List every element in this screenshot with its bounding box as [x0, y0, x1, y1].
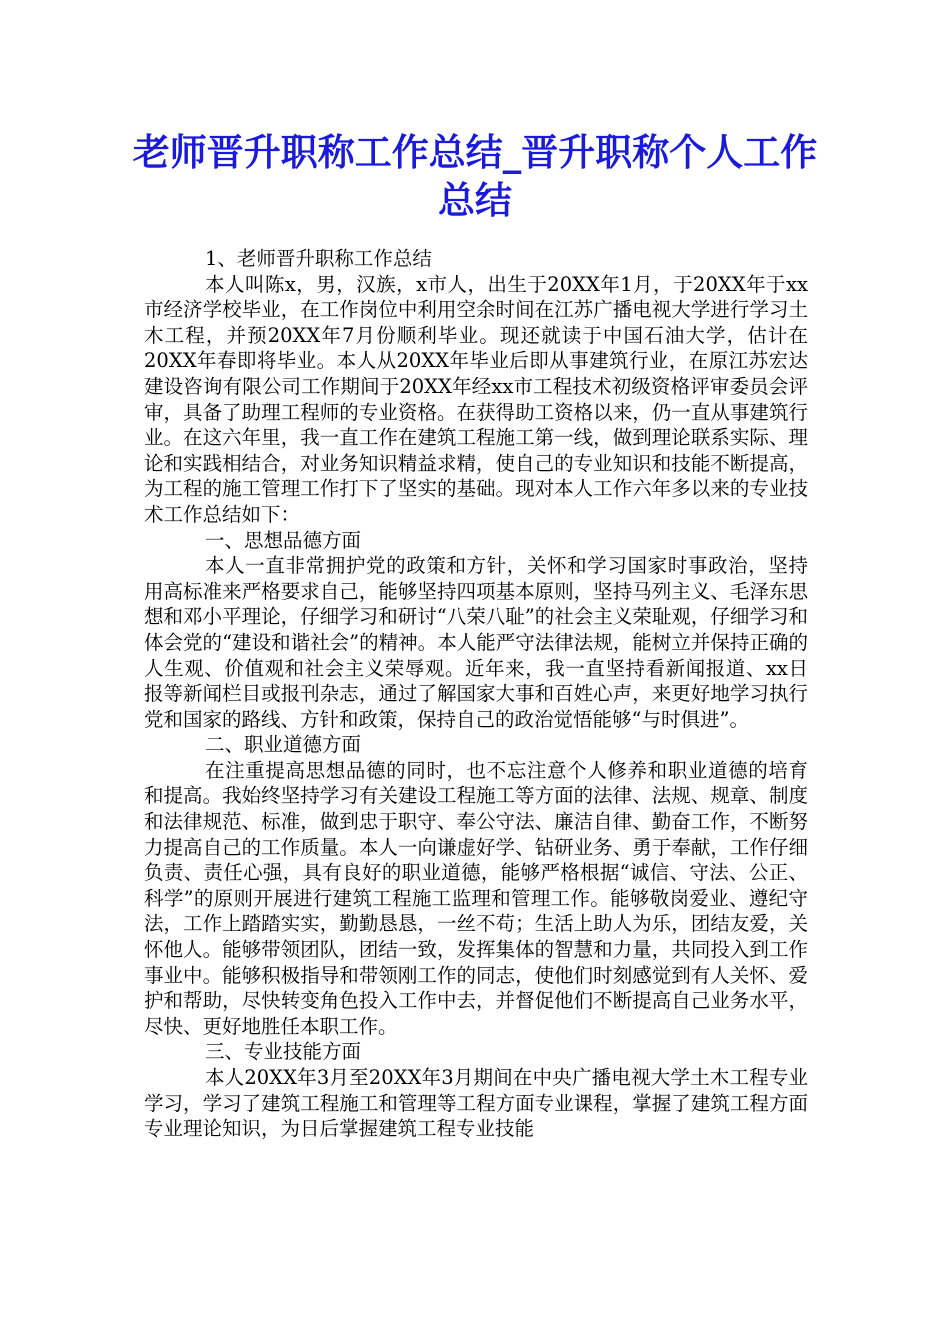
section-heading-ethics: 二、职业道德方面 — [205, 733, 362, 757]
paragraph-ethics: 在注重提高思想品德的同时，也不忘注意个人修养和职业道德的培育和提高。我始终坚持学习有关建设工程施工等方面的法律、法规、规章、制度和法律规范、标准，做到忠于职守、奉公守法、廉洁自律、勤奋工作，不断努力提高自己的工作质量。本人一向谦虚好学、钻研业务、勇于奉献，工作仔细负责、责任心强，具有良好的职业道德，能够严格根据“诚信、守法、公正、科学”的原则开展进行建筑工程施工监理和管理工作。能够敬岗爱业、遵纪守法，工作上踏踏实实，勤勤恳恳，一丝不苟；生活上助人为乐，团结友爱，关怀他人。能够带领团队，团结一致，发挥集体的智慧和力量，共同投入到工作事业中。能够积极指导和带领刚工作的同志，使他们时刻感觉到有人关怀、爱护和帮助，尽快转变角色投入工作中去，并督促他们不断提高自己业务水平，尽快、更好地胜任本职工作。 — [144, 758, 808, 1038]
section-heading-ideology: 一、思想品德方面 — [205, 528, 362, 552]
paragraph-intro: 本人叫陈x，男，汉族，x市人，出生于20XX年1月，于20XX年于xx市经济学校毕业，在工作岗位中利用空余时间在江苏广播电视大学进行学习土木工程，并预20XX年7月份顺利毕业。现还就读于中国石油大学，估计在20XX年春即将毕业。本人从20XX年毕业后即从事建筑行业，在原江苏宏达建设咨询有限公司工作期间于20XX年经xx市工程技术初级资格评审委员会评审，具备了助理工程师的专业资格。在获得助工资格以来，仍一直从事建筑行业。在这六年里，我一直工作在建筑工程施工第一线，做到理论联系实际、理论和实践相结合，对业务知识精益求精，使自己的专业知识和技能不断提高，为工程的施工管理工作打下了坚实的基础。现对本人工作六年多以来的专业技术工作总结如下： — [144, 272, 808, 526]
section-heading-intro: 1、老师晋升职称工作总结 — [205, 247, 432, 270]
paragraph-skills: 本人20XX年3月至20XX年3月期间在中央广播电视大学土木工程专业学习，学习了建筑工程施工和管理等工程方面专业课程，掌握了建筑工程方面专业理论知识，为日后掌握建筑工程专业技能 — [144, 1066, 808, 1141]
paragraph-ideology: 本人一直非常拥护党的政策和方针，关怀和学习国家时事政治，坚持用高标准来严格要求自己，能够坚持四项基本原则，坚持马列主义、毛泽东思想和邓小平理论，仔细学习和研讨“八荣八耻”的社会主义荣耻观，仔细学习和体会党的“建设和谐社会”的精神。本人能严守法律法规，能树立并保持正确的人生观、价值观和社会主义荣辱观。近年来，我一直坚持看新闻报道、xx日报等新闻栏目或报刊杂志，通过了解国家大事和百姓心声，来更好地学习执行党和国家的路线、方针和政策，保持自己的政治觉悟能够“与时俱进”。 — [144, 554, 808, 731]
section-heading-skills: 三、专业技能方面 — [205, 1040, 362, 1064]
document-title: 老师晋升职称工作总结_晋升职称个人工作总结 — [132, 130, 818, 222]
document-body — [144, 246, 808, 1142]
